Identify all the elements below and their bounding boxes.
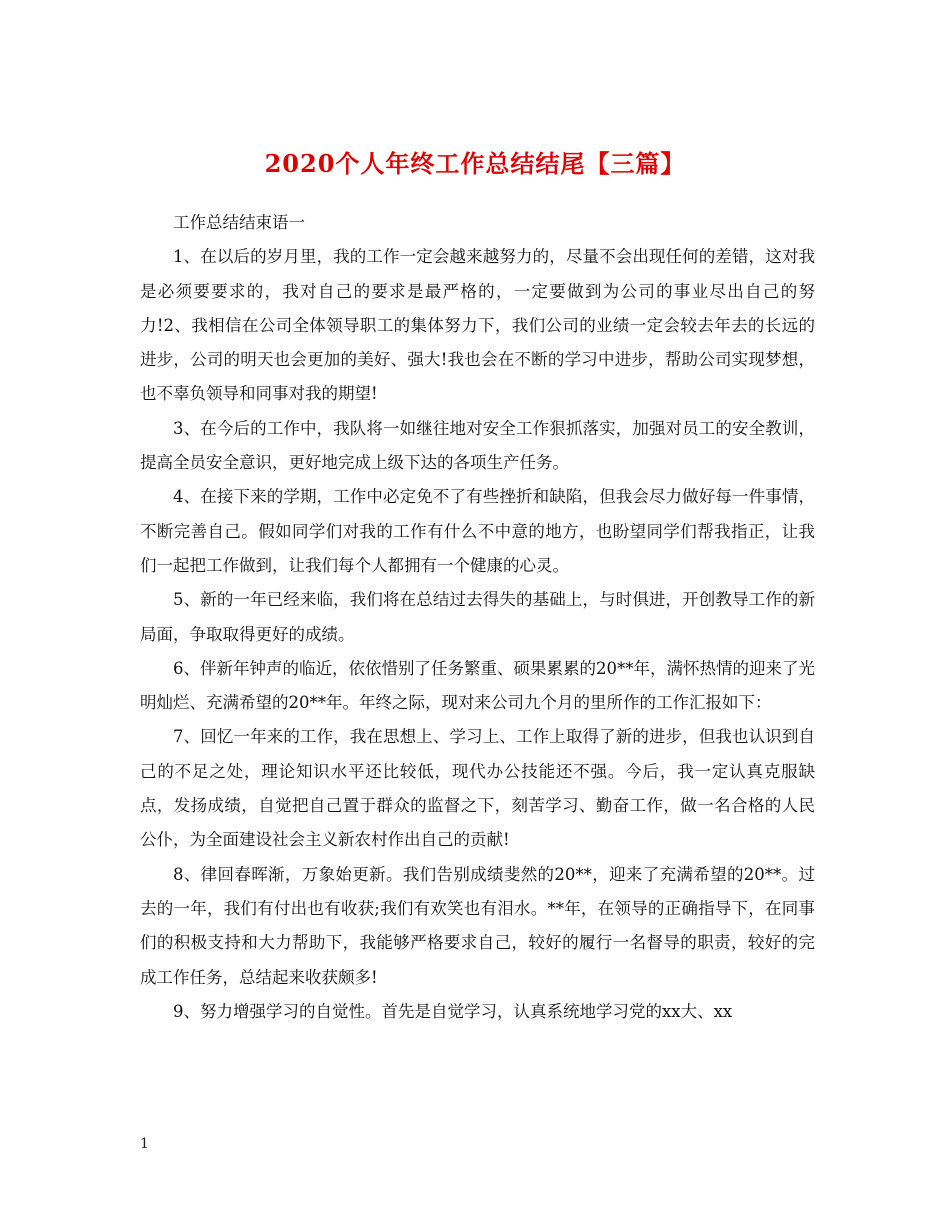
paragraph-2: 3、在今后的工作中，我队将一如继往地对安全工作狠抓落实，加强对员工的安全教训，提高全员安全意识，更好地完成上级下达的各项生产任务。 (140, 418, 815, 473)
paragraph-8: 9、努力增强学习的自觉性。首先是自觉学习，认真系统地学习党的xx大、xx (173, 1001, 733, 1021)
paragraph-3: 4、在接下来的学期，工作中必定免不了有些挫折和缺陷，但我会尽力做好每一件事情，不断完善自己。假如同学们对我的工作有什么不中意的地方，也盼望同学们帮我指正，让我们一起把工作做到，让我们每个人都拥有一个健康的心灵。 (140, 487, 815, 575)
paragraph-6: 7、回忆一年来的工作，我在思想上、学习上、工作上取得了新的进步，但我也认识到自己的不足之处，理论知识水平还比较低，现代办公技能还不强。今后，我一定认真克服缺点，发扬成绩，自觉把自己置于群众的监督之下，刻苦学习、勤奋工作，做一名合格的人民公仆，为全面建设社会主义新农村作出自己的贡献! (140, 727, 815, 850)
paragraph-7: 8、律回春晖渐，万象始更新。我们告别成绩斐然的20**，迎来了充满希望的20**。过去的一年，我们有付出也有收获;我们有欢笑也有泪水。**年，在领导的正确指导下，在同事们的积极支持和大力帮助下，我能够严格要求自己，较好的履行一名督导的职责，较好的完成工作任务，总结起来收获颇多! (140, 864, 815, 987)
paragraph-4: 5、新的一年已经来临，我们将在总结过去得失的基础上，与时俱进，开创教导工作的新局面，争取取得更好的成绩。 (140, 590, 815, 644)
document-body (140, 206, 815, 1029)
paragraph-1: 1、在以后的岁月里，我的工作一定会越来越努力的，尽量不会出现任何的差错，这对我是必须要要求的，我对自己的要求是最严格的，一定要做到为公司的事业尽出自己的努力!2、我相信在公司全体领导职工的集体努力下，我们公司的业绩一定会较去年去的长远的进步，公司的明天也会更加的美好、强大!我也会在不断的学习中进步，帮助公司实现梦想，也不辜负领导和同事对我的期望! (140, 247, 815, 404)
paragraph-5: 6、伴新年钟声的临近，依依惜别了任务繁重、硕果累累的20**年，满怀热情的迎来了光明灿烂、充满希望的20**年。年终之际，现对来公司九个月的里所作的工作汇报如下： (140, 658, 815, 713)
page-number: 1 (140, 1136, 149, 1152)
section-heading: 工作总结结束语一 (173, 213, 305, 232)
document-title: 2020个人年终工作总结结尾【三篇】 (264, 149, 686, 179)
